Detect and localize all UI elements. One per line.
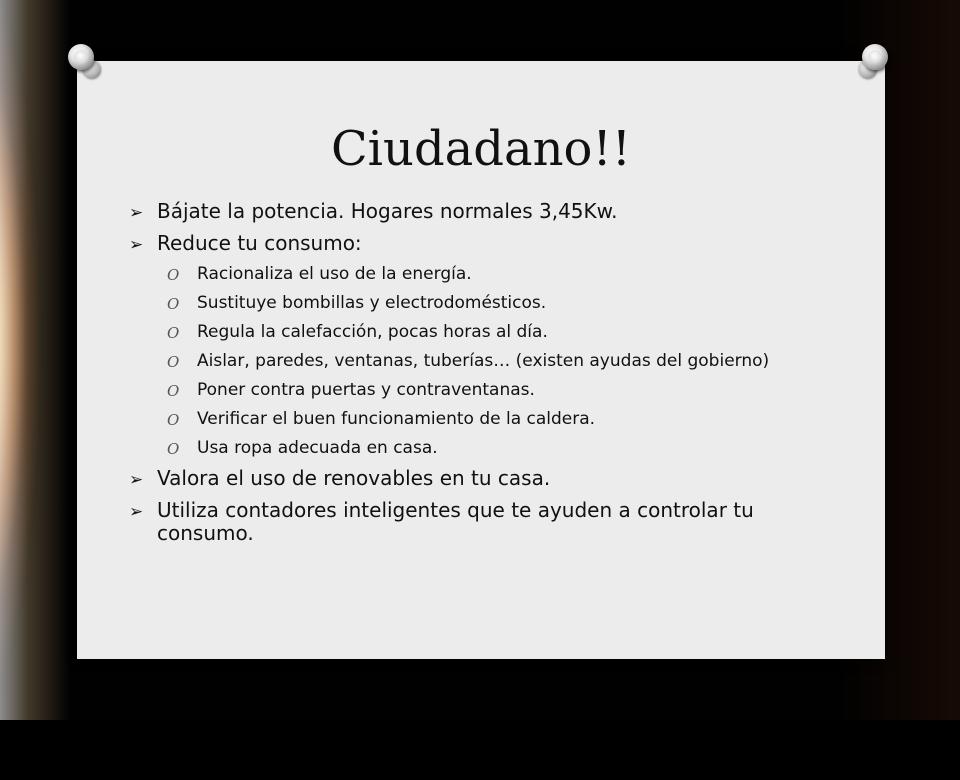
sub-list-item — [121, 438, 851, 459]
o-bullet-icon: O — [167, 440, 180, 458]
sub-list-item — [121, 293, 851, 314]
bullet-text: Reduce tu consumo: — [157, 231, 362, 255]
slide-title: Ciudadano!! — [330, 121, 632, 177]
sub-list-item — [121, 264, 851, 285]
list-item — [121, 232, 851, 255]
pushpin-icon — [862, 44, 888, 70]
list-item — [121, 499, 851, 545]
arrowhead-bullet-icon: ➢ — [129, 502, 144, 522]
bullet-text: Sustituye bombillas y electrodomésticos. — [197, 293, 547, 313]
bullet-text: Racionaliza el uso de la energía. — [197, 264, 472, 284]
bullet-text: Bájate la potencia. Hogares normales 3,45Kw. — [157, 199, 618, 223]
arrowhead-bullet-icon: ➢ — [129, 235, 144, 255]
arrowhead-bullet-icon: ➢ — [129, 203, 144, 223]
o-bullet-icon: O — [167, 266, 180, 284]
o-bullet-icon: O — [167, 382, 180, 400]
bullet-text: Verificar el buen funcionamiento de la caldera. — [197, 409, 596, 429]
sub-list-item — [121, 351, 851, 372]
o-bullet-icon: O — [167, 295, 180, 313]
slide-card — [77, 61, 885, 659]
bullet-list — [121, 200, 851, 554]
list-item — [121, 467, 851, 490]
bullet-text: Regula la calefacción, pocas horas al día. — [197, 322, 548, 342]
arrowhead-bullet-icon: ➢ — [129, 470, 144, 490]
o-bullet-icon: O — [167, 324, 180, 342]
bullet-text: Valora el uso de renovables en tu casa. — [157, 466, 551, 490]
o-bullet-icon: O — [167, 353, 180, 371]
bullet-text: Utiliza contadores inteligentes que te ayuden a controlar tu consumo. — [157, 498, 754, 545]
sub-list-item — [121, 409, 851, 430]
bullet-text: Aislar, paredes, ventanas, tuberías… (existen ayudas del gobierno) — [197, 351, 770, 371]
bullet-text: Usa ropa adecuada en casa. — [197, 438, 438, 458]
o-bullet-icon: O — [167, 411, 180, 429]
sub-list-item — [121, 380, 851, 401]
bullet-text: Poner contra puertas y contraventanas. — [197, 380, 535, 400]
sub-list-item — [121, 322, 851, 343]
candle-light-edge — [0, 0, 70, 720]
list-item — [121, 200, 851, 223]
pushpin-icon — [68, 44, 94, 70]
